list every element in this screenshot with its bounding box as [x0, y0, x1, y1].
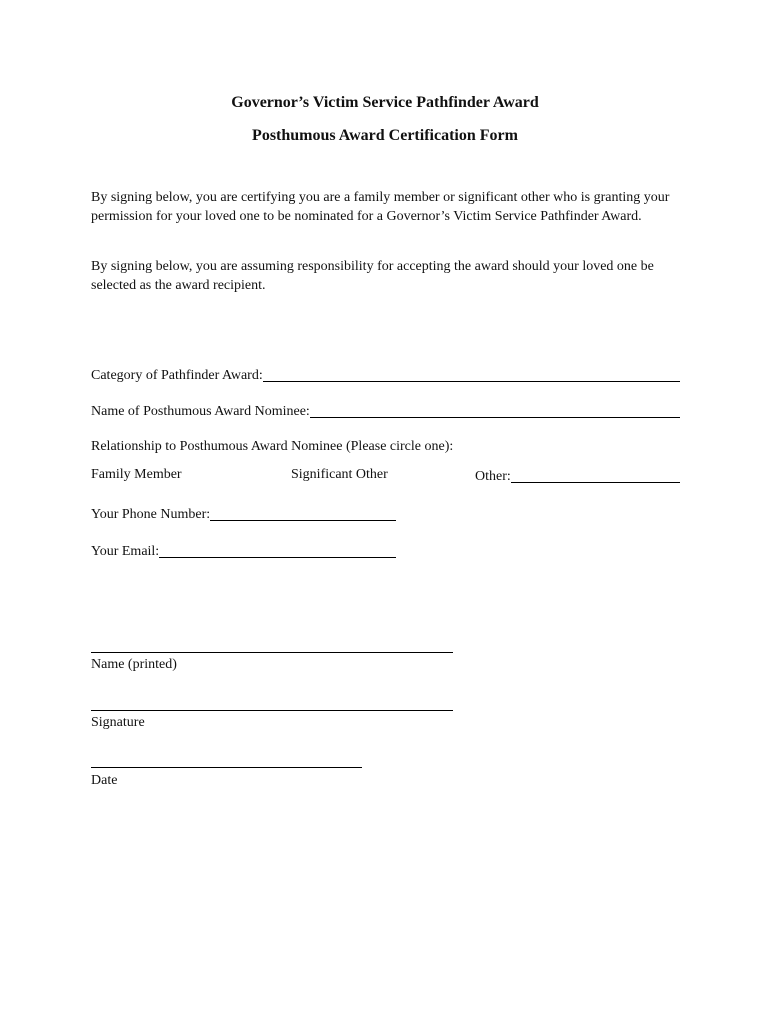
email-label: Your Email:	[91, 544, 160, 559]
signature-label: Signature	[91, 715, 145, 730]
signature-line[interactable]	[91, 710, 453, 711]
phone-input[interactable]	[210, 506, 396, 521]
phone-label: Your Phone Number:	[91, 507, 211, 522]
form-subtitle: Posthumous Award Certification Form	[252, 127, 518, 144]
form-title: Governor’s Victim Service Pathfinder Award	[231, 94, 539, 111]
relationship-label: Relationship to Posthumous Award Nominee (Please circle one):	[91, 439, 454, 454]
relationship-other-row	[475, 465, 680, 485]
nominee-label: Name of Posthumous Award Nominee:	[91, 404, 310, 419]
relationship-option-family-member[interactable]: Family Member	[91, 467, 182, 482]
category-field-row	[91, 364, 680, 384]
other-relationship-input[interactable]	[511, 468, 680, 483]
intro-paragraph-certify: By signing below, you are certifying you are a family member or significant other who is granting your permission for your loved one to be nominated for a Governor’s Victim Service Pathfinder Award.	[91, 190, 670, 224]
category-input[interactable]	[263, 367, 680, 382]
phone-field-row	[91, 503, 396, 523]
intro-paragraph-responsibility: By signing below, you are assuming responsibility for accepting the award should your loved one be selected as the award recipient.	[91, 259, 654, 293]
name-printed-label: Name (printed)	[91, 657, 177, 672]
name-printed-line[interactable]	[91, 652, 453, 653]
date-line[interactable]	[91, 767, 362, 768]
nominee-field-row	[91, 400, 680, 420]
relationship-option-significant-other[interactable]: Significant Other	[291, 467, 388, 482]
email-input[interactable]	[159, 543, 396, 558]
category-label: Category of Pathfinder Award:	[91, 368, 263, 383]
email-field-row	[91, 540, 396, 560]
other-label: Other:	[475, 469, 511, 484]
date-label: Date	[91, 773, 118, 788]
nominee-name-input[interactable]	[310, 403, 680, 418]
